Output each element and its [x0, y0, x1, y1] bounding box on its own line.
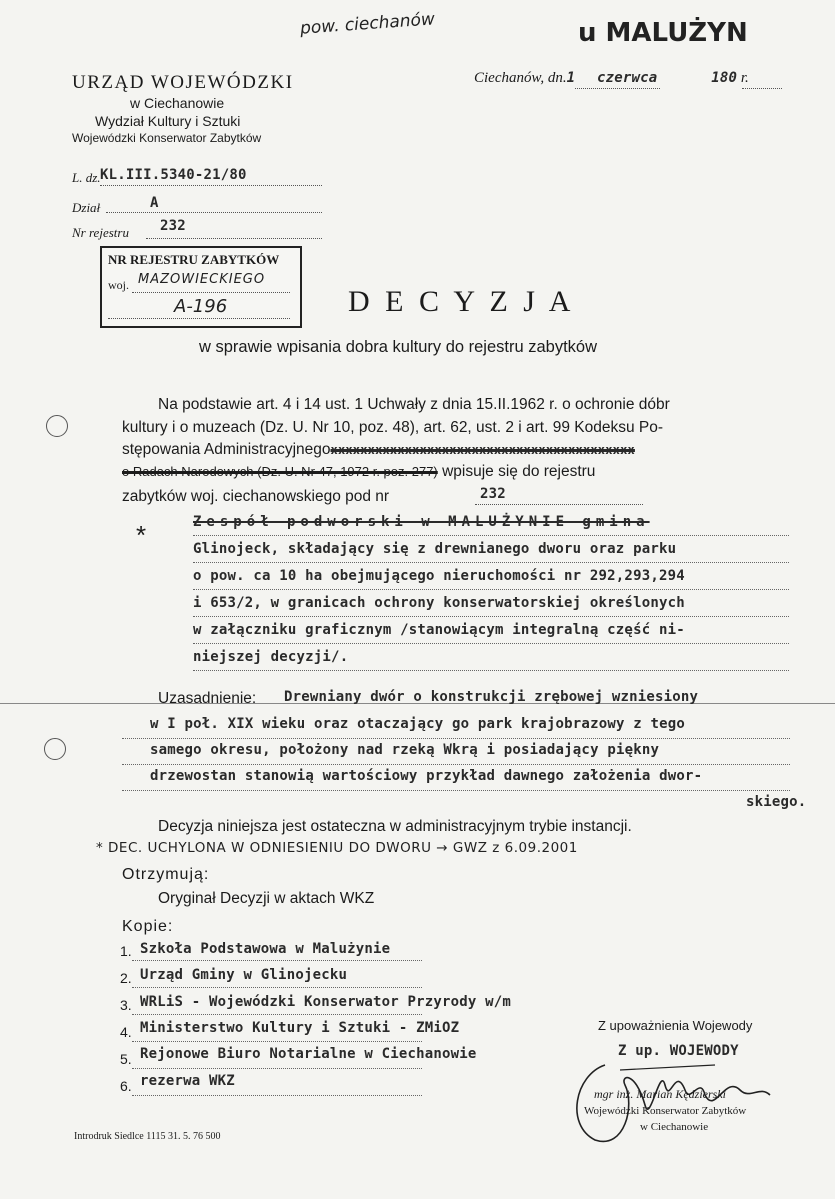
stamp-woj-label: woj.	[108, 278, 129, 292]
justification-label: Uzasadnienie:	[158, 690, 257, 707]
ld-label: L. dz.	[72, 170, 101, 185]
stamp-number: A-196	[174, 296, 228, 317]
copy-4-text: Ministerstwo Kultury i Sztuki - ZMiOZ	[140, 1020, 460, 1036]
register-entry-number: 232	[480, 486, 506, 502]
copy-3-text: WRLiS - Wojewódzki Konserwator Przyrody w/m	[140, 994, 512, 1010]
date-day: 1	[566, 70, 576, 86]
handwritten-county-note: pow. ciechanów	[299, 9, 436, 39]
copy-1-num: 1.	[120, 943, 132, 959]
office-name: URZĄD WOJEWÓDZKI	[72, 72, 294, 93]
handwritten-footnote: * DEC. UCHYLONA W ODNIESIENIU DO DWORU → GWZ z 6.09.2001	[96, 840, 578, 856]
asterisk-mark: *	[136, 520, 147, 550]
typed-line-3: o pow. ca 10 ha obejmującego nieruchomości nr 292,293,294	[193, 568, 685, 584]
justification-line-2: w I poł. XIX wieku oraz otaczający go park krajobrazowy z tego	[150, 716, 685, 732]
punch-hole-top	[46, 415, 68, 437]
justification-line-3: samego okresu, położony nad rzeką Wkrą i posiadający piękny	[150, 742, 660, 758]
typed-line-2: Glinojeck, składający się z drewnianego dworu oraz parku	[193, 541, 677, 557]
copy-2-num: 2.	[120, 970, 132, 986]
copy-5-text: Rejonowe Biuro Notarialne w Ciechanowie	[140, 1046, 477, 1062]
date-year: 180	[711, 70, 738, 86]
register-stamp	[100, 246, 302, 328]
original-copy: Oryginał Decyzji w aktach WKZ	[158, 890, 375, 907]
typed-line-4: i 653/2, w granicach ochrony konserwatorskiej określonych	[193, 595, 685, 611]
place-date	[474, 70, 749, 87]
document-title: D E C Y Z J A	[348, 285, 575, 318]
copy-1-text: Szkoła Podstawowa w Malużynie	[140, 941, 391, 957]
document-subtitle: w sprawie wpisania dobra kultury do rejestru zabytków	[199, 338, 598, 356]
typed-line-1: Zespół podworski w MALUŻYNIE gmina	[193, 514, 650, 530]
printer-imprint: Introdruk Siedlce 1115 31. 5. 76 500	[74, 1131, 221, 1142]
place-date-prefix: Ciechanów, dn.	[474, 70, 567, 86]
signatory-name: mgr inż. Marian Kędzierski	[594, 1087, 726, 1101]
copy-5-num: 5.	[120, 1051, 132, 1067]
authorization-line: Z upoważnienia Wojewody	[598, 1018, 753, 1033]
signatory-title: Wojewódzki Konserwator Zabytków	[584, 1105, 747, 1117]
handwritten-village-note: u MALUŻYN	[578, 18, 748, 48]
finality-note: Decyzja niniejsza jest ostateczna w administracyjnym trybie instancji.	[158, 818, 632, 835]
copy-2-text: Urząd Gminy w Glinojecku	[140, 967, 348, 983]
body-line-4	[122, 463, 595, 481]
copy-6-text: rezerwa WKZ	[140, 1073, 235, 1089]
justification-line-5: skiego.	[746, 794, 807, 810]
punch-hole-bottom	[44, 738, 66, 760]
signature-typed-line: Z up. WOJEWODY	[618, 1043, 739, 1059]
signatory-city: w Ciechanowie	[640, 1121, 709, 1133]
recipients-label: Otrzymują:	[122, 866, 210, 883]
dzial-label: Dział	[72, 200, 101, 215]
date-month: czerwca	[597, 70, 658, 86]
typed-line-5: w załączniku graficznym /stanowiącym integralną część ni-	[193, 622, 685, 638]
register-nr-label: Nr rejestru	[72, 225, 129, 240]
department-name: Wydział Kultury i Sztuki	[95, 113, 241, 129]
body-line-3	[122, 441, 635, 459]
ld-value: KL.III.5340-21/80	[100, 167, 247, 183]
justification-line-1: Drewniany dwór o konstrukcji zrębowej wzniesiony	[284, 689, 699, 705]
stamp-region: MAZOWIECKIEGO	[138, 272, 266, 287]
copies-label: Kopie:	[122, 918, 174, 935]
office-city: w Ciechanowie	[130, 95, 225, 111]
body-line-1: Na podstawie art. 4 i 14 ust. 1 Uchwały z dnia 15.II.1962 r. o ochronie dóbr	[158, 396, 670, 413]
conservator-name: Wojewódzki Konserwator Zabytków	[72, 131, 262, 145]
register-nr-value: 232	[160, 218, 186, 234]
body-line-4-struck: o Radach Narodowych (Dz. U. Nr 47, 1972 r. poz. 277)	[122, 464, 438, 479]
copy-3-num: 3.	[120, 997, 132, 1013]
stamp-title: NR REJESTRU ZABYTKÓW	[108, 252, 280, 267]
typed-line-6: niejszej decyzji/.	[193, 649, 349, 665]
body-line-5: zabytków woj. ciechanowskiego pod nr	[122, 488, 390, 505]
body-line-4-text: wpisuje się do rejestru	[442, 463, 596, 480]
body-line-3-struck: xxxxxxxxxxxxxxxxxxxxxxxxxxxxxxxxxxxxxxxxx	[330, 443, 635, 457]
date-suffix: r.	[740, 70, 749, 86]
copy-4-num: 4.	[120, 1024, 132, 1040]
body-line-2: kultury i o muzeach (Dz. U. Nr 10, poz. 48), art. 62, ust. 2 i art. 99 Kodeksu Po-	[122, 419, 664, 436]
dzial-value: A	[150, 195, 159, 211]
copy-6-num: 6.	[120, 1078, 132, 1094]
body-line-3-text: stępowania Administracyjnego	[122, 441, 331, 458]
justification-line-4: drzewostan stanowią wartościowy przykład dawnego założenia dwor-	[150, 768, 703, 784]
